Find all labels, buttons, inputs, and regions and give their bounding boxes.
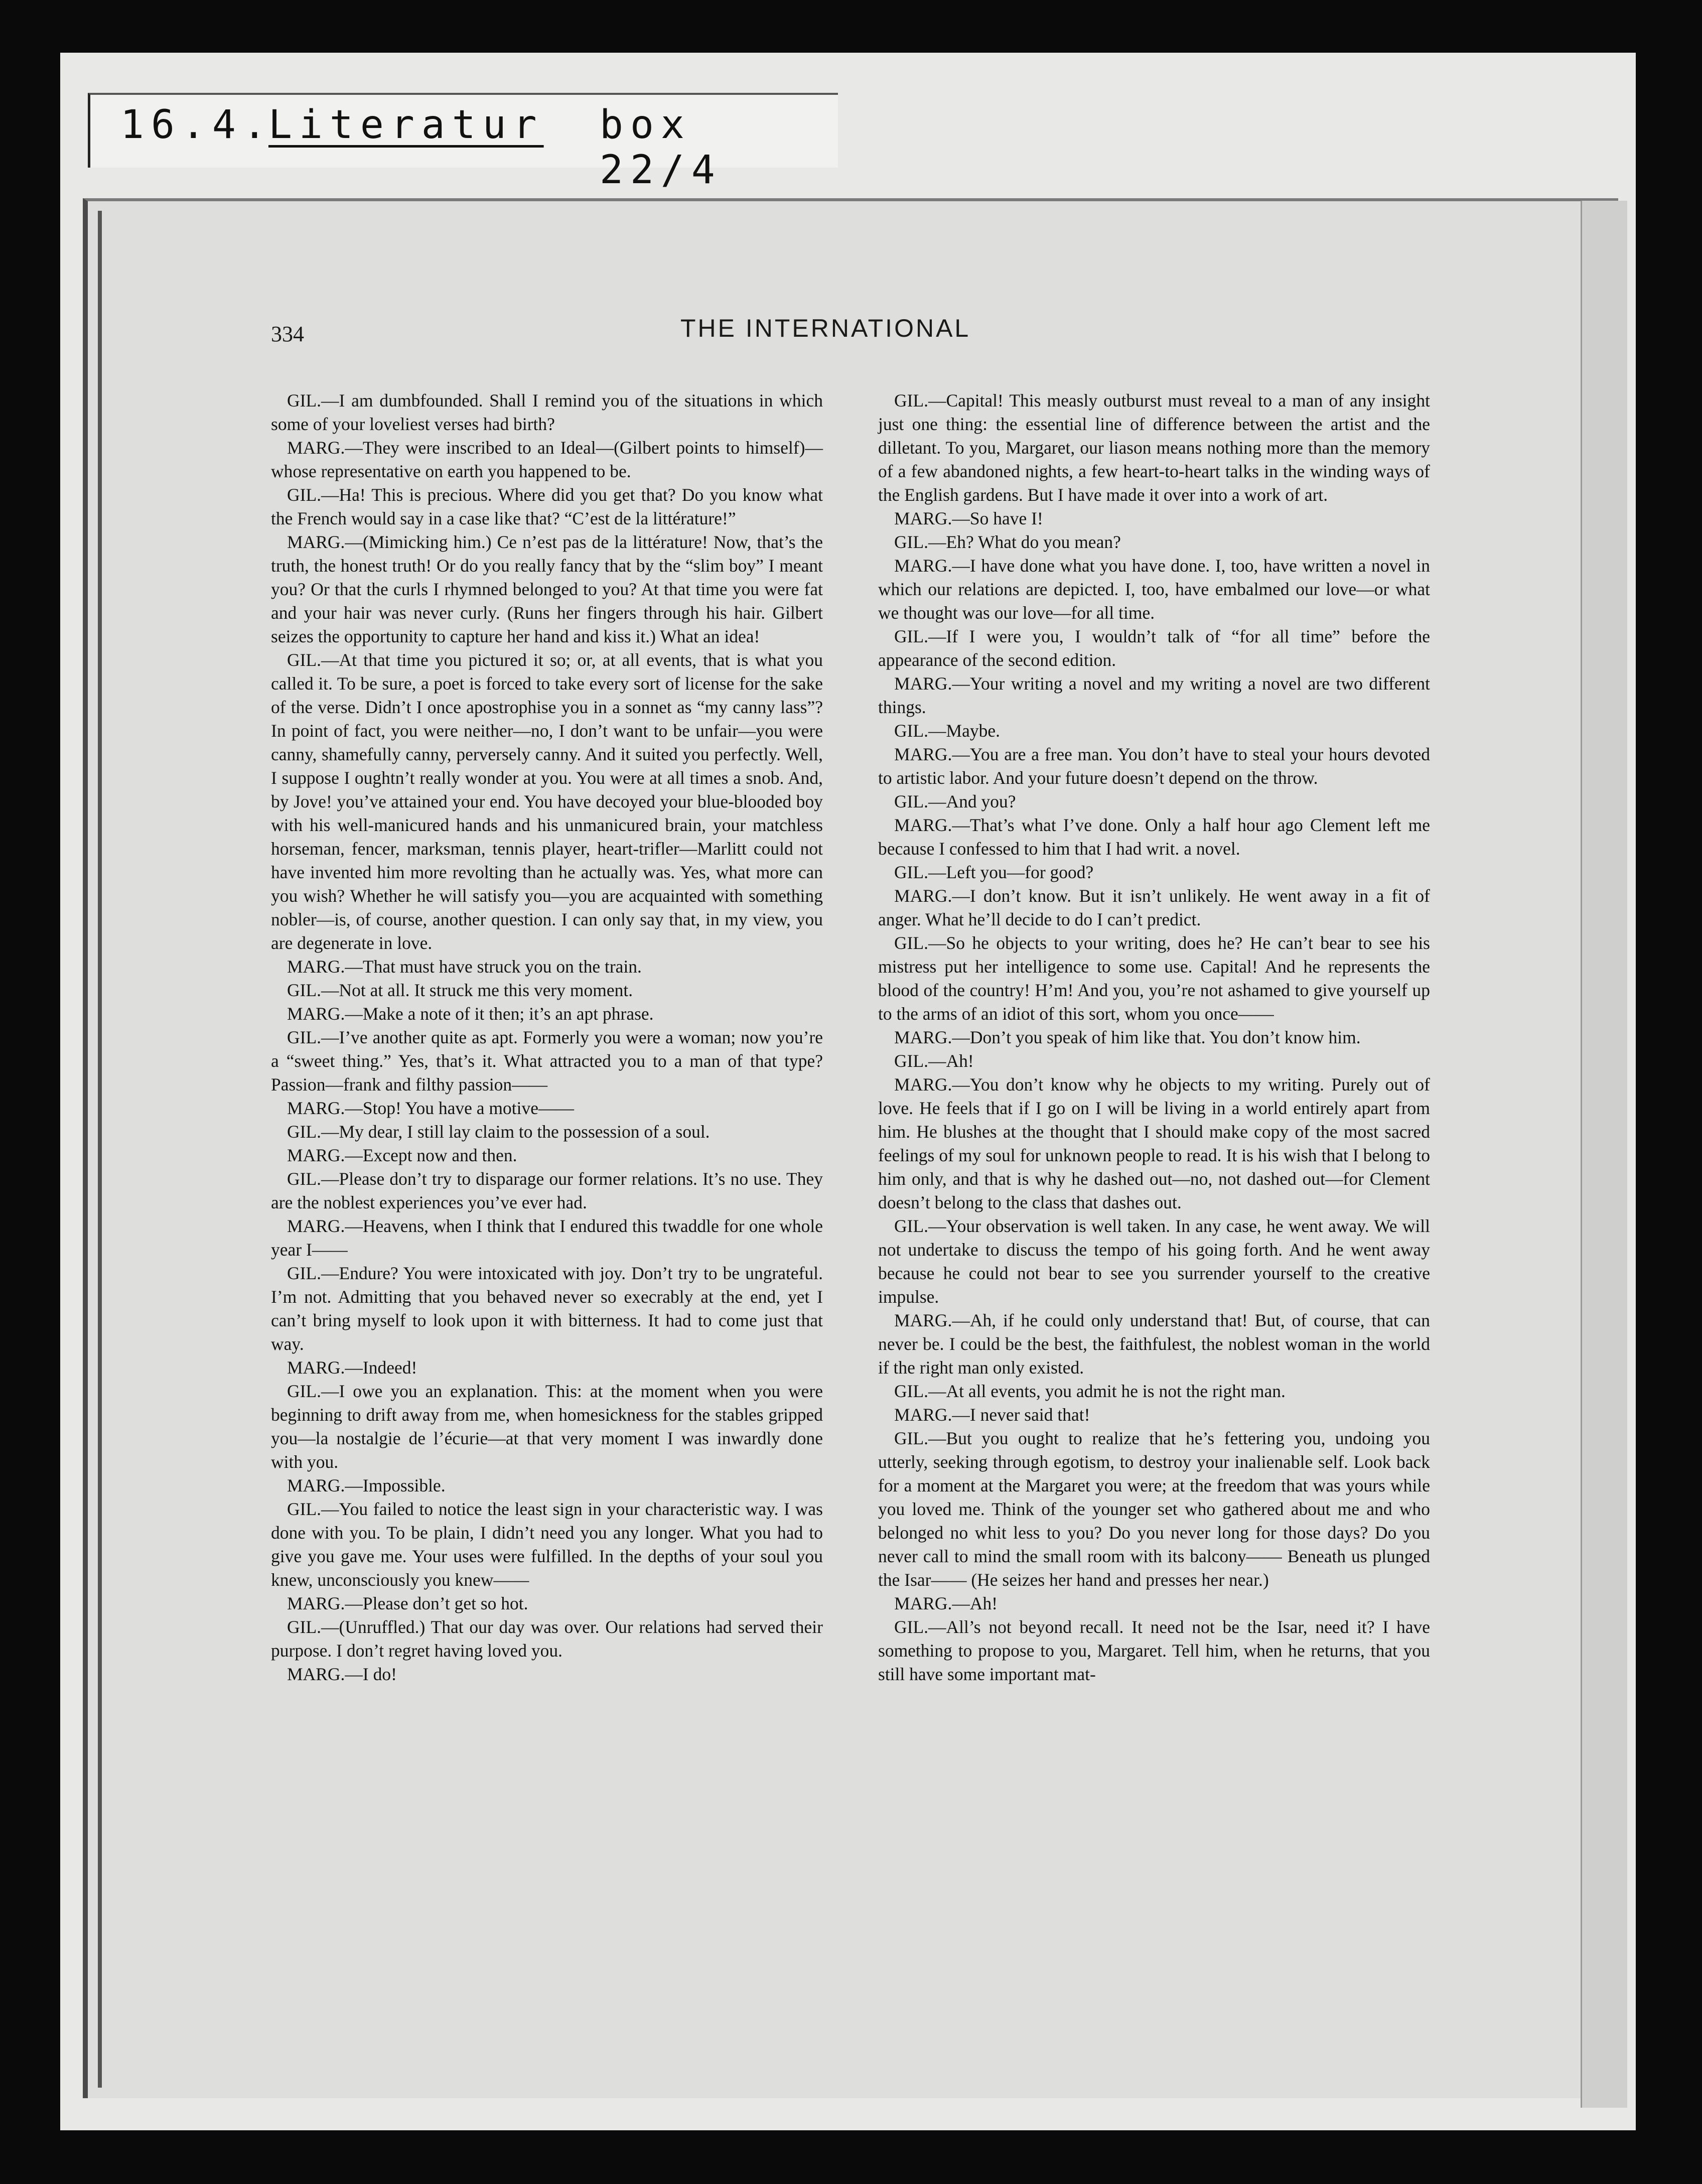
paragraph: MARG.—Impossible. (287, 1475, 446, 1495)
paragraph: GIL.—(Unruffled.) That our day was over. Our relations had served their purpose. I don’t regret having loved you. (271, 1617, 823, 1661)
page-fold-edge (1581, 201, 1627, 2108)
paragraph: MARG.—Your writing a novel and my writing a novel are two different things. (878, 673, 1430, 717)
paragraph: GIL.—I’ve another quite as apt. Formerly you were a woman; now you’re a “sweet thing.” Yes, that’s it. What attracted you to a man of that type? Passion—frank and filthy passion—— (271, 1027, 823, 1095)
left-column (271, 389, 823, 1686)
paragraph: GIL.—You failed to notice the least sign in your characteristic way. I was done with you. To be plain, I didn’t need you any longer. What you had to give you gave me. Your uses were fulfilled. In the depths of your soul you knew, unconsciously you knew—— (271, 1499, 823, 1590)
paragraph: MARG.—Ah, if he could only understand that! But, of course, that can never be. I could be the best, the faithfulest, the noblest woman in the world if the right man only existed. (878, 1310, 1430, 1378)
paragraph: MARG.—Heavens, when I think that I endured this twaddle for one whole year I—— (271, 1216, 823, 1260)
paragraph: GIL.—But you ought to realize that he’s fettering you, undoing you utterly, seeking through egotism, to destroy your inalienable self. Look back for a moment at the Margaret you were; at the freedom that was yours while you loved me. Think of the younger set who gathered about me and who belonged no whit less to you? Do you never long for those days? Do you never call to mind the small room with its balcony—— Beneath us plunged the Isar—— (He seizes her hand and presses her near.) (878, 1428, 1430, 1590)
paragraph: MARG.—That must have struck you on the train. (287, 957, 642, 977)
paragraph: MARG.—Please don’t get so hot. (287, 1593, 528, 1613)
paragraph: MARG.—I do! (287, 1664, 397, 1684)
paragraph: GIL.—At all events, you admit he is not the right man. (894, 1381, 1286, 1401)
paragraph: MARG.—You are a free man. You don’t have to steal your hours devoted to artistic labor. And your future doesn’t depend on the throw. (878, 744, 1430, 788)
paragraph: GIL.—Capital! This measly outburst must reveal to a man of any insight just one thing: the essential line of difference between the artist and the dilletant. To you, Margaret, our liason means nothing more than the memory of a few abandoned nights, a few heart-to-heart talks in the winding ways of the English gardens. But I have made it over into a work of art. (878, 390, 1430, 505)
paragraph: GIL.—My dear, I still lay claim to the possession of a soul. (287, 1122, 710, 1142)
paragraph: GIL.—All’s not beyond recall. It need not be the Isar, need it? I have something to propose to you, Margaret. Tell him, when he returns, that you still have some important mat- (878, 1617, 1430, 1684)
paragraph: GIL.—Maybe. (894, 721, 1000, 741)
paragraph: GIL.—Endure? You were intoxicated with joy. Don’t try to be ungrateful. I’m not. Admitting that you behaved never so execrably at the end, yet I can’t bring myself to look upon it with bitterness. It had to come just that way. (271, 1263, 823, 1354)
page-number: 334 (271, 322, 304, 346)
paragraph: GIL.—Ha! This is precious. Where did you get that? Do you know what the French would say in a case like that? “C’est de la littérature!” (271, 485, 823, 528)
archive-ref: 16.4. (120, 102, 273, 148)
paragraph: MARG.—Stop! You have a motive—— (287, 1098, 574, 1118)
paragraph: GIL.—If I were you, I wouldn’t talk of “for all time” before the appearance of the second edition. (878, 626, 1430, 670)
paragraph: GIL.—I owe you an explanation. This: at the moment when you were beginning to drift away from me, when homesickness for the stables gripped you—la nostalgie de l’écurie—at that very moment I was inwardly done with you. (271, 1381, 823, 1472)
paragraph: GIL.—Ah! (894, 1051, 974, 1071)
paragraph: MARG.—Make a note of it then; it’s an apt phrase. (287, 1004, 654, 1024)
archive-category: Literatur (268, 102, 544, 148)
paragraph: GIL.—Your observation is well taken. In any case, he went away. We will not undertake to discuss the tempo of his going forth. And he went away because he could not bear to see you surrender yourself to the creative impulse. (878, 1216, 1430, 1307)
paragraph: MARG.—They were inscribed to an Ideal—(Gilbert points to himself)—whose representative on earth you happened to be. (271, 438, 823, 481)
paragraph: GIL.—Please don’t try to disparage our former relations. It’s no use. They are the noblest experiences you’ve ever had. (271, 1169, 823, 1212)
paragraph: MARG.—I don’t know. But it isn’t unlikely. He went away in a fit of anger. What he’ll decide to do I can’t predict. (878, 886, 1430, 929)
archive-box: box 22/4 (600, 102, 722, 193)
paragraph: GIL.—Left you—for good? (894, 862, 1094, 882)
paragraph: GIL.—And you? (894, 791, 1016, 811)
paragraph: MARG.—(Mimicking him.) Ce n’est pas de la littérature! Now, that’s the truth, the honest truth! Or do you really fancy that by the “slim boy” I meant you? Or that the curls I rhymned belonged to you? At that time you were fat and your hair was never curly. (Runs her fingers through his hair. Gilbert seizes the opportunity to capture her hand and kiss it.) What an idea! (271, 532, 823, 646)
page-edge-shadow (98, 211, 102, 2088)
paragraph: MARG.—So have I! (894, 508, 1043, 528)
paragraph: MARG.—Indeed! (287, 1357, 417, 1378)
paragraph: MARG.—Except now and then. (287, 1145, 517, 1165)
right-column (878, 389, 1430, 1686)
paragraph: MARG.—You don’t know why he objects to my writing. Purely out of love. He feels that if I go on I will be living in a world entirely apart from him. He blushes at the thought that I should make copy of the most sacred feelings of my soul for unknown people to read. It is his wish that I belong to him only, and that is why he dashed out—no, not dashed out—for Clement doesn’t belong to the class that dashes out. (878, 1074, 1430, 1212)
paragraph: MARG.—Don’t you speak of him like that. You don’t know him. (894, 1027, 1361, 1047)
paragraph: GIL.—I am dumbfounded. Shall I remind you of the situations in which some of your loveliest verses had birth? (271, 390, 823, 434)
paragraph: GIL.—At that time you pictured it so; or, at all events, that is what you called it. To be sure, a poet is forced to take every sort of license for the sake of the verse. Didn’t I once apostrophise you in a sonnet as “my canny lass”? In point of fact, you were neither—no, I don’t want to be unfair—you were canny, shamefully canny, perversely canny. And it suited you perfectly. Well, I suppose I oughtn’t really wonder at you. You were at all times a snob. And, by Jove! you’ve attained your end. You have decoyed your blue-blooded boy with his well-manicured hands and his unmanicured brain, your matchless horseman, fencer, marksman, tennis player, heart-trifler—Marlitt could not have invented him more revolting than he actually was. Yes, what more can you wish? Whether he will satisfy you—you are acquainted with something nobler—is, of course, another question. I can only say that, in my view, you are degenerate in love. (271, 650, 823, 953)
paragraph: GIL.—Not at all. It struck me this very moment. (287, 980, 633, 1000)
paragraph: MARG.—I have done what you have done. I, too, have written a novel in which our relations are depicted. I, too, have embalmed our love—or what we thought was our love—for all time. (878, 556, 1430, 623)
archive-label (88, 93, 838, 193)
paragraph: MARG.—Ah! (894, 1593, 998, 1613)
paragraph: GIL.—Eh? What do you mean? (894, 532, 1121, 552)
paragraph: MARG.—That’s what I’ve done. Only a half hour ago Clement left me because I confessed to him that I had writ. a novel. (878, 815, 1430, 859)
paragraph: MARG.—I never said that! (894, 1405, 1090, 1425)
paragraph: GIL.—So he objects to your writing, does he? He can’t bear to see his mistress put her intelligence to some use. Capital! And he represents the blood of the country! H’m! And you, you’re not ashamed to give yourself up to the arms of an idiot of this sort, whom you once—— (878, 933, 1430, 1024)
running-head: THE INTERNATIONAL (680, 314, 971, 342)
